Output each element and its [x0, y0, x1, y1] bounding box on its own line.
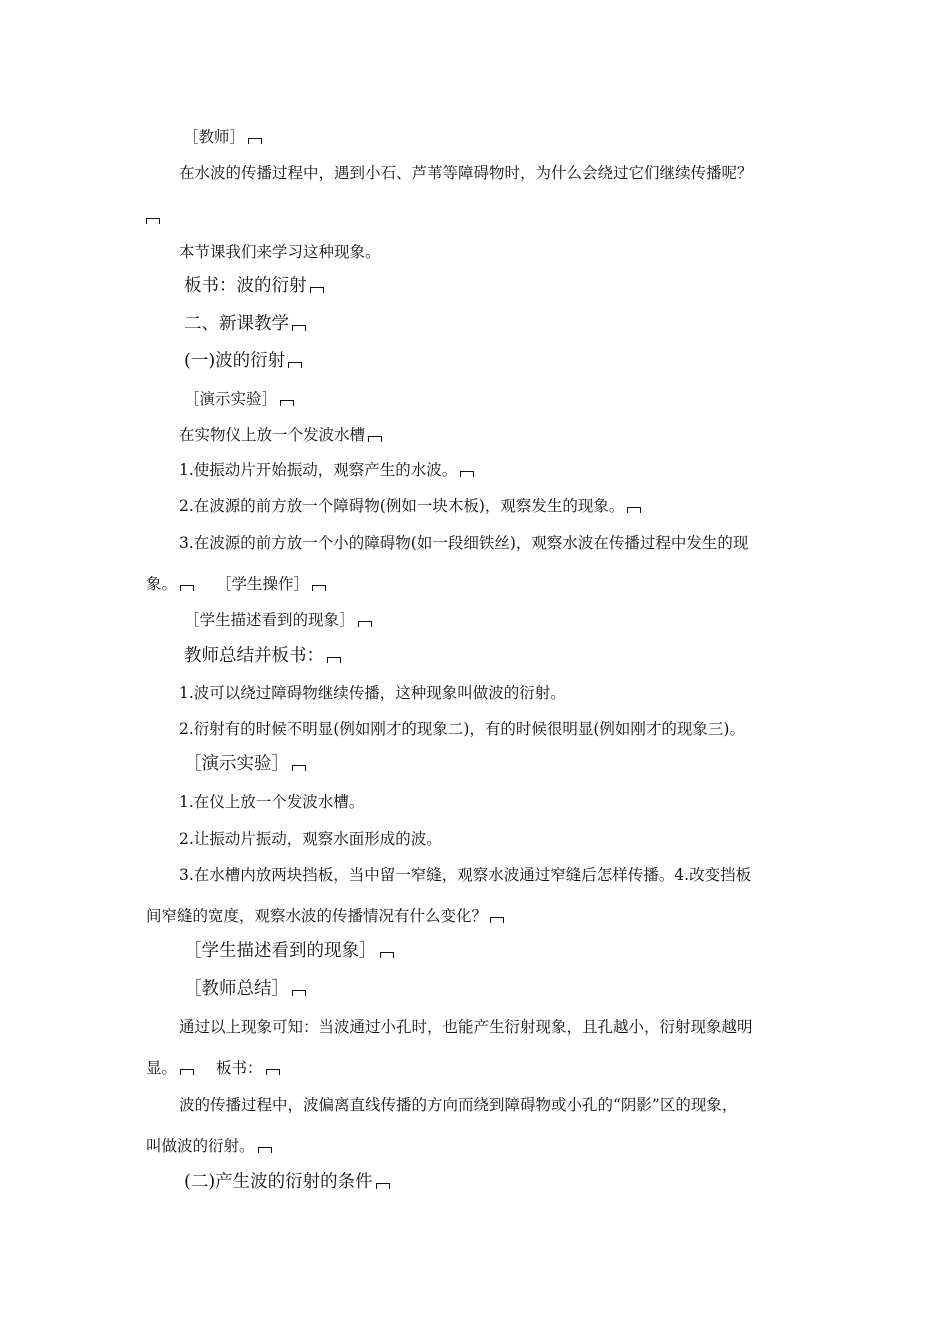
paragraph-mark-icon — [292, 990, 306, 996]
paragraph-mark-icon — [380, 952, 394, 958]
text: 间窄缝的宽度，观察水波的传播情况有什么变化？ — [146, 907, 488, 925]
list-item-2 — [179, 496, 641, 516]
text: 1.在仪上放一个发波水槽。 — [179, 793, 365, 811]
text: ［教师］ — [183, 128, 246, 146]
summary-item-2 — [179, 719, 745, 739]
subsection-heading-diffraction — [184, 351, 302, 371]
paragraph-mark-icon — [376, 1183, 390, 1189]
line-teacher-label — [183, 127, 262, 147]
paragraph-mark-icon — [258, 1147, 272, 1153]
text: 在实物仪上放一个发波水槽 — [179, 426, 366, 444]
line-demo-label-2 — [184, 754, 306, 774]
line-mark-only — [146, 207, 160, 227]
line-teacher-conclusion — [184, 979, 306, 999]
text: 教师总结并板书： — [184, 646, 324, 666]
paragraph-mark-icon — [312, 585, 326, 591]
paragraph-mark-icon — [180, 585, 194, 591]
demo2-item-1 — [179, 792, 364, 812]
paragraph-mark-icon — [358, 621, 372, 627]
text: 2.在波源的前方放一个障碍物(例如一块木板)，观察发生的现象。 — [179, 497, 625, 515]
subsection-heading-conditions — [184, 1172, 390, 1192]
text: ［学生描述看到的现象］ — [184, 611, 355, 629]
text: ［教师总结］ — [184, 979, 289, 999]
text: 1.波可以绕过障碍物继续传播，这种现象叫做波的衍射。 — [179, 684, 566, 702]
line-setup — [179, 425, 382, 445]
line-students-describe-2 — [184, 941, 394, 961]
line-definition — [179, 1095, 737, 1115]
paragraph-mark-icon — [280, 400, 294, 406]
paragraph-mark-icon — [292, 765, 306, 771]
summary-item-1 — [179, 683, 566, 703]
paragraph-mark-icon — [266, 1069, 280, 1075]
line-question — [179, 163, 753, 183]
paragraph-mark-icon — [248, 138, 262, 144]
paragraph-mark-icon — [490, 917, 504, 923]
list-item-3-continued — [146, 574, 326, 594]
line-students-describe — [184, 610, 372, 630]
list-item-1 — [179, 460, 474, 480]
text: 象。 — [146, 575, 178, 593]
paragraph-mark-icon — [180, 1069, 194, 1075]
section-heading-new-lesson — [184, 314, 306, 334]
text: 叫做波的衍射。 — [146, 1137, 255, 1155]
paragraph-mark-icon — [146, 218, 160, 224]
text: 板书：波的衍射 — [184, 276, 307, 296]
paragraph-mark-icon — [288, 362, 302, 368]
text: ［演示实验］ — [184, 754, 289, 774]
text: ［学生操作］ — [216, 575, 310, 593]
text: 3.在波源的前方放一个小的障碍物(如一段细铁丝)，观察水波在传播过程中发生的现 — [179, 534, 749, 552]
line-conclusion-continued — [146, 1058, 280, 1078]
text: 波的传播过程中，波偏离直线传播的方向而绕到障碍物或小孔的“阴影”区的现象， — [179, 1096, 738, 1114]
paragraph-mark-icon — [310, 287, 324, 293]
line-intro — [179, 242, 381, 262]
text: 在水波的传播过程中，遇到小石、芦苇等障碍物时，为什么会绕过它们继续传播呢？ — [179, 164, 753, 182]
paragraph-mark-icon — [627, 507, 641, 513]
text: (一)波的衍射 — [184, 351, 286, 371]
demo2-item-2 — [179, 829, 442, 849]
text: 2.让振动片振动，观察水面形成的波。 — [179, 830, 442, 848]
text: 二、新课教学 — [184, 314, 289, 334]
text: (二)产生波的衍射的条件 — [184, 1172, 373, 1192]
text: 2.衍射有的时候不明显(例如刚才的现象二)，有的时候很明显(例如刚才的现象三)。 — [179, 720, 745, 738]
line-teacher-summary — [184, 646, 341, 666]
paragraph-mark-icon — [368, 436, 382, 442]
paragraph-mark-icon — [292, 325, 306, 331]
line-conclusion — [179, 1017, 753, 1037]
text: 板书： — [216, 1059, 263, 1077]
text: ［演示实验］ — [184, 390, 278, 408]
text: 1.使振动片开始振动，观察产生的水波。 — [179, 461, 458, 479]
line-board-title — [184, 276, 324, 296]
text: ［学生描述看到的现象］ — [184, 941, 377, 961]
paragraph-mark-icon — [327, 657, 341, 663]
demo2-item-3-4 — [179, 865, 751, 885]
list-item-3 — [179, 533, 748, 553]
text: 显。 — [146, 1059, 178, 1077]
line-definition-continued — [146, 1136, 272, 1156]
text: 本节课我们来学习这种现象。 — [179, 243, 381, 261]
line-demo-label — [184, 389, 294, 409]
text: 3.在水槽内放两块挡板，当中留一窄缝，观察水波通过窄缝后怎样传播。4.改变挡板 — [179, 866, 752, 884]
text: 通过以上现象可知：当波通过小孔时，也能产生衍射现象，且孔越小，衍射现象越明 — [179, 1018, 753, 1036]
paragraph-mark-icon — [460, 471, 474, 477]
demo2-item-4-continued — [146, 906, 504, 926]
